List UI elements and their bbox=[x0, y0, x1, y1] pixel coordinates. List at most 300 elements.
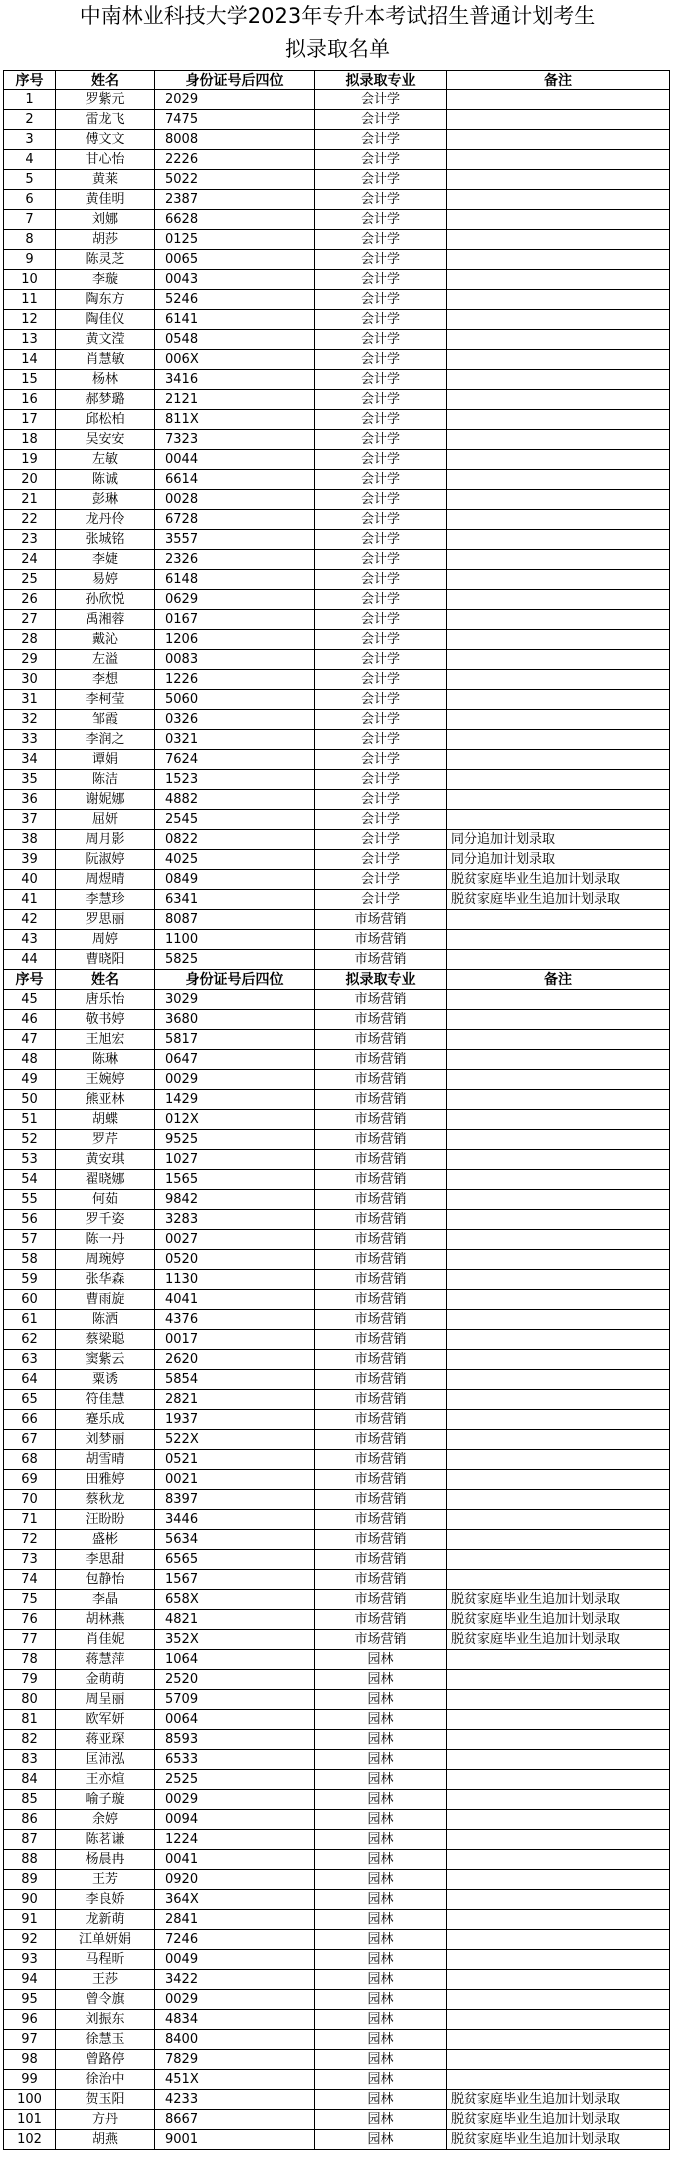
cell-row-number: 67 bbox=[3, 1430, 56, 1450]
cell-id-last-four: 0027 bbox=[155, 1230, 315, 1250]
table-row bbox=[3, 1250, 670, 1270]
cell-remark bbox=[447, 2030, 670, 2050]
cell-remark: 同分追加计划录取 bbox=[447, 850, 670, 870]
table-row bbox=[3, 1690, 670, 1710]
cell-student-name: 蹇乐成 bbox=[56, 1410, 155, 1430]
cell-student-name: 黄莱 bbox=[56, 170, 155, 190]
cell-row-number: 58 bbox=[3, 1250, 56, 1270]
table-row bbox=[3, 330, 670, 350]
cell-row-number: 91 bbox=[3, 1910, 56, 1930]
cell-id-last-four: 352X bbox=[155, 1630, 315, 1650]
table-row bbox=[3, 210, 670, 230]
cell-major: 园林 bbox=[315, 1830, 447, 1850]
cell-student-name: 蒋亚琛 bbox=[56, 1730, 155, 1750]
table-header-row bbox=[3, 970, 670, 990]
cell-student-name: 粟诱 bbox=[56, 1370, 155, 1390]
cell-major: 市场营销 bbox=[315, 1290, 447, 1310]
cell-row-number: 39 bbox=[3, 850, 56, 870]
cell-row-number: 11 bbox=[3, 290, 56, 310]
cell-major: 园林 bbox=[315, 2090, 447, 2110]
cell-id-last-four: 0629 bbox=[155, 590, 315, 610]
cell-remark bbox=[447, 1250, 670, 1270]
cell-row-number: 18 bbox=[3, 430, 56, 450]
cell-id-last-four: 1226 bbox=[155, 670, 315, 690]
cell-row-number: 60 bbox=[3, 1290, 56, 1310]
cell-id-last-four: 0028 bbox=[155, 490, 315, 510]
cell-student-name: 阮淑婷 bbox=[56, 850, 155, 870]
cell-remark bbox=[447, 1410, 670, 1430]
cell-remark bbox=[447, 1790, 670, 1810]
cell-student-name: 欧军妍 bbox=[56, 1710, 155, 1730]
cell-major: 市场营销 bbox=[315, 910, 447, 930]
cell-id-last-four: 5060 bbox=[155, 690, 315, 710]
cell-student-name: 徐治中 bbox=[56, 2070, 155, 2090]
table-row bbox=[3, 1950, 670, 1970]
cell-student-name: 张华森 bbox=[56, 1270, 155, 1290]
cell-remark bbox=[447, 1450, 670, 1470]
table-row bbox=[3, 150, 670, 170]
table-row bbox=[3, 1710, 670, 1730]
cell-student-name: 郝梦璐 bbox=[56, 390, 155, 410]
table-row bbox=[3, 510, 670, 530]
table-row bbox=[3, 1670, 670, 1690]
cell-remark: 脱贫家庭毕业生追加计划录取 bbox=[447, 1630, 670, 1650]
cell-student-name: 盛彬 bbox=[56, 1530, 155, 1550]
cell-major: 市场营销 bbox=[315, 1310, 447, 1330]
cell-major: 会计学 bbox=[315, 550, 447, 570]
cell-student-name: 周月影 bbox=[56, 830, 155, 850]
table-row bbox=[3, 910, 670, 930]
cell-remark bbox=[447, 2050, 670, 2070]
cell-major: 会计学 bbox=[315, 810, 447, 830]
cell-id-last-four: 2029 bbox=[155, 90, 315, 110]
cell-major: 市场营销 bbox=[315, 1130, 447, 1150]
cell-id-last-four: 0167 bbox=[155, 610, 315, 630]
cell-major: 市场营销 bbox=[315, 1250, 447, 1270]
cell-remark bbox=[447, 1150, 670, 1170]
cell-id-last-four: 1064 bbox=[155, 1650, 315, 1670]
cell-student-name: 李柯莹 bbox=[56, 690, 155, 710]
cell-row-number: 8 bbox=[3, 230, 56, 250]
table-row bbox=[3, 2110, 670, 2130]
table-row bbox=[3, 430, 670, 450]
table-row bbox=[3, 550, 670, 570]
cell-id-last-four: 5246 bbox=[155, 290, 315, 310]
cell-student-name: 李良娇 bbox=[56, 1890, 155, 1910]
cell-major: 会计学 bbox=[315, 290, 447, 310]
cell-row-number: 38 bbox=[3, 830, 56, 850]
cell-remark bbox=[447, 550, 670, 570]
cell-major: 会计学 bbox=[315, 390, 447, 410]
cell-student-name: 曹晓阳 bbox=[56, 950, 155, 970]
cell-major: 市场营销 bbox=[315, 950, 447, 970]
title-line-1: 中南林业科技大学2023年专升本考试招生普通计划考生 bbox=[79, 4, 596, 28]
cell-row-number: 44 bbox=[3, 950, 56, 970]
cell-major: 会计学 bbox=[315, 250, 447, 270]
table-row bbox=[3, 1030, 670, 1050]
cell-remark bbox=[447, 370, 670, 390]
table-row bbox=[3, 1130, 670, 1150]
cell-id-last-four: 0521 bbox=[155, 1450, 315, 1470]
table-row bbox=[3, 1530, 670, 1550]
cell-remark bbox=[447, 910, 670, 930]
cell-row-number: 48 bbox=[3, 1050, 56, 1070]
cell-remark bbox=[447, 1050, 670, 1070]
table-row bbox=[3, 730, 670, 750]
cell-remark bbox=[447, 650, 670, 670]
cell-row-number: 14 bbox=[3, 350, 56, 370]
cell-remark bbox=[447, 1830, 670, 1850]
cell-remark bbox=[447, 190, 670, 210]
cell-remark bbox=[447, 590, 670, 610]
cell-row-number: 75 bbox=[3, 1590, 56, 1610]
cell-row-number: 88 bbox=[3, 1850, 56, 1870]
cell-remark bbox=[447, 710, 670, 730]
cell-major: 园林 bbox=[315, 1930, 447, 1950]
cell-id-last-four: 5634 bbox=[155, 1530, 315, 1550]
cell-major: 会计学 bbox=[315, 730, 447, 750]
cell-id-last-four: 3283 bbox=[155, 1210, 315, 1230]
cell-remark bbox=[447, 1970, 670, 1990]
cell-student-name: 曾路停 bbox=[56, 2050, 155, 2070]
table-row bbox=[3, 750, 670, 770]
cell-row-number: 36 bbox=[3, 790, 56, 810]
cell-student-name: 罗千姿 bbox=[56, 1210, 155, 1230]
cell-id-last-four: 7624 bbox=[155, 750, 315, 770]
table-row bbox=[3, 90, 670, 110]
cell-row-number: 27 bbox=[3, 610, 56, 630]
cell-id-last-four: 1429 bbox=[155, 1090, 315, 1110]
cell-remark bbox=[447, 1510, 670, 1530]
table-row bbox=[3, 690, 670, 710]
cell-row-number: 62 bbox=[3, 1330, 56, 1350]
cell-major: 会计学 bbox=[315, 690, 447, 710]
cell-row-number: 37 bbox=[3, 810, 56, 830]
cell-remark bbox=[447, 1210, 670, 1230]
table-row bbox=[3, 1190, 670, 1210]
cell-major: 会计学 bbox=[315, 270, 447, 290]
cell-row-number: 66 bbox=[3, 1410, 56, 1430]
cell-remark bbox=[447, 1930, 670, 1950]
cell-row-number: 70 bbox=[3, 1490, 56, 1510]
table-row bbox=[3, 1050, 670, 1070]
cell-remark bbox=[447, 1470, 670, 1490]
cell-row-number: 78 bbox=[3, 1650, 56, 1670]
cell-remark bbox=[447, 1230, 670, 1250]
cell-major: 会计学 bbox=[315, 330, 447, 350]
cell-student-name: 罗紫元 bbox=[56, 90, 155, 110]
cell-id-last-four: 5854 bbox=[155, 1370, 315, 1390]
cell-remark bbox=[447, 570, 670, 590]
cell-major: 市场营销 bbox=[315, 1010, 447, 1030]
cell-row-number: 83 bbox=[3, 1750, 56, 1770]
cell-row-number: 25 bbox=[3, 570, 56, 590]
cell-id-last-four: 0021 bbox=[155, 1470, 315, 1490]
cell-student-name: 李思甜 bbox=[56, 1550, 155, 1570]
cell-student-name: 王婉婷 bbox=[56, 1070, 155, 1090]
cell-id-last-four: 0822 bbox=[155, 830, 315, 850]
cell-major: 会计学 bbox=[315, 530, 447, 550]
table-row bbox=[3, 770, 670, 790]
cell-remark bbox=[447, 1070, 670, 1090]
cell-major: 园林 bbox=[315, 1670, 447, 1690]
cell-row-number: 32 bbox=[3, 710, 56, 730]
cell-id-last-four: 5817 bbox=[155, 1030, 315, 1050]
table-row bbox=[3, 570, 670, 590]
table-row bbox=[3, 370, 670, 390]
table-row bbox=[3, 1070, 670, 1090]
cell-student-name: 罗芹 bbox=[56, 1130, 155, 1150]
cell-student-name: 匡沛泓 bbox=[56, 1750, 155, 1770]
table-row bbox=[3, 1330, 670, 1350]
cell-student-name: 敬书婷 bbox=[56, 1010, 155, 1030]
cell-row-number: 1 bbox=[3, 90, 56, 110]
cell-student-name: 唐乐怡 bbox=[56, 990, 155, 1010]
cell-remark bbox=[447, 1190, 670, 1210]
cell-remark bbox=[447, 670, 670, 690]
cell-id-last-four: 811X bbox=[155, 410, 315, 430]
table-row bbox=[3, 1550, 670, 1570]
cell-id-last-four: 0044 bbox=[155, 450, 315, 470]
cell-major: 会计学 bbox=[315, 410, 447, 430]
cell-student-name: 李晶 bbox=[56, 1590, 155, 1610]
cell-major: 市场营销 bbox=[315, 1210, 447, 1230]
cell-id-last-four: 1937 bbox=[155, 1410, 315, 1430]
cell-student-name: 王旭宏 bbox=[56, 1030, 155, 1050]
cell-major: 市场营销 bbox=[315, 1170, 447, 1190]
cell-id-last-four: 0043 bbox=[155, 270, 315, 290]
table-row bbox=[3, 1430, 670, 1450]
cell-student-name: 陈琳 bbox=[56, 1050, 155, 1070]
cell-row-number: 13 bbox=[3, 330, 56, 350]
cell-row-number: 26 bbox=[3, 590, 56, 610]
cell-major: 市场营销 bbox=[315, 1510, 447, 1530]
cell-student-name: 包静怡 bbox=[56, 1570, 155, 1590]
cell-remark bbox=[447, 110, 670, 130]
cell-row-number: 69 bbox=[3, 1470, 56, 1490]
cell-row-number: 21 bbox=[3, 490, 56, 510]
cell-student-name: 吴安安 bbox=[56, 430, 155, 450]
cell-student-name: 余婷 bbox=[56, 1810, 155, 1830]
cell-student-name: 龙新萌 bbox=[56, 1910, 155, 1930]
cell-remark bbox=[447, 230, 670, 250]
cell-remark bbox=[447, 990, 670, 1010]
cell-id-last-four: 2387 bbox=[155, 190, 315, 210]
cell-id-last-four: 0029 bbox=[155, 1990, 315, 2010]
cell-student-name: 何茹 bbox=[56, 1190, 155, 1210]
column-header-row-number: 序号 bbox=[3, 970, 56, 990]
cell-id-last-four: 7829 bbox=[155, 2050, 315, 2070]
cell-student-name: 李想 bbox=[56, 670, 155, 690]
cell-major: 市场营销 bbox=[315, 1430, 447, 1450]
table-row bbox=[3, 650, 670, 670]
cell-major: 市场营销 bbox=[315, 1030, 447, 1050]
cell-student-name: 龙丹伶 bbox=[56, 510, 155, 530]
cell-remark bbox=[447, 1530, 670, 1550]
cell-student-name: 刘梦丽 bbox=[56, 1430, 155, 1450]
cell-id-last-four: 6614 bbox=[155, 470, 315, 490]
cell-row-number: 72 bbox=[3, 1530, 56, 1550]
cell-id-last-four: 012X bbox=[155, 1110, 315, 1130]
cell-student-name: 曹雨旋 bbox=[56, 1290, 155, 1310]
cell-major: 市场营销 bbox=[315, 1610, 447, 1630]
cell-student-name: 孙欣悦 bbox=[56, 590, 155, 610]
cell-id-last-four: 3029 bbox=[155, 990, 315, 1010]
cell-major: 园林 bbox=[315, 2130, 447, 2150]
cell-student-name: 刘娜 bbox=[56, 210, 155, 230]
table-row bbox=[3, 270, 670, 290]
cell-major: 市场营销 bbox=[315, 1270, 447, 1290]
table-row bbox=[3, 930, 670, 950]
cell-student-name: 傅文文 bbox=[56, 130, 155, 150]
cell-student-name: 彭琳 bbox=[56, 490, 155, 510]
cell-student-name: 窦紫云 bbox=[56, 1350, 155, 1370]
cell-major: 市场营销 bbox=[315, 990, 447, 1010]
table-row bbox=[3, 950, 670, 970]
cell-row-number: 46 bbox=[3, 1010, 56, 1030]
cell-student-name: 胡莎 bbox=[56, 230, 155, 250]
cell-major: 园林 bbox=[315, 1850, 447, 1870]
table-row bbox=[3, 1750, 670, 1770]
cell-remark bbox=[447, 1330, 670, 1350]
cell-remark: 脱贫家庭毕业生追加计划录取 bbox=[447, 2090, 670, 2110]
cell-id-last-four: 6148 bbox=[155, 570, 315, 590]
cell-student-name: 杨林 bbox=[56, 370, 155, 390]
cell-id-last-four: 2121 bbox=[155, 390, 315, 410]
cell-row-number: 40 bbox=[3, 870, 56, 890]
cell-student-name: 周煜晴 bbox=[56, 870, 155, 890]
cell-row-number: 16 bbox=[3, 390, 56, 410]
cell-remark bbox=[447, 1390, 670, 1410]
cell-student-name: 胡蝶 bbox=[56, 1110, 155, 1130]
cell-major: 会计学 bbox=[315, 830, 447, 850]
cell-major: 会计学 bbox=[315, 710, 447, 730]
cell-row-number: 50 bbox=[3, 1090, 56, 1110]
cell-major: 会计学 bbox=[315, 770, 447, 790]
cell-remark bbox=[447, 690, 670, 710]
table-header-row bbox=[3, 70, 670, 90]
cell-major: 园林 bbox=[315, 1870, 447, 1890]
cell-student-name: 周呈丽 bbox=[56, 1690, 155, 1710]
cell-student-name: 蒋慧萍 bbox=[56, 1650, 155, 1670]
cell-row-number: 86 bbox=[3, 1810, 56, 1830]
table-row bbox=[3, 1450, 670, 1470]
cell-row-number: 55 bbox=[3, 1190, 56, 1210]
cell-major: 市场营销 bbox=[315, 1190, 447, 1210]
table-row bbox=[3, 350, 670, 370]
cell-row-number: 64 bbox=[3, 1370, 56, 1390]
cell-major: 市场营销 bbox=[315, 1450, 447, 1470]
table-row bbox=[3, 670, 670, 690]
cell-major: 市场营销 bbox=[315, 1230, 447, 1250]
cell-id-last-four: 6141 bbox=[155, 310, 315, 330]
cell-row-number: 47 bbox=[3, 1030, 56, 1050]
cell-student-name: 李慧珍 bbox=[56, 890, 155, 910]
cell-remark bbox=[447, 2010, 670, 2030]
cell-id-last-four: 6533 bbox=[155, 1750, 315, 1770]
cell-student-name: 贺玉阳 bbox=[56, 2090, 155, 2110]
cell-row-number: 20 bbox=[3, 470, 56, 490]
cell-student-name: 陶东方 bbox=[56, 290, 155, 310]
cell-major: 会计学 bbox=[315, 850, 447, 870]
cell-major: 市场营销 bbox=[315, 930, 447, 950]
cell-major: 园林 bbox=[315, 2010, 447, 2030]
cell-row-number: 51 bbox=[3, 1110, 56, 1130]
cell-row-number: 17 bbox=[3, 410, 56, 430]
cell-major: 园林 bbox=[315, 1990, 447, 2010]
cell-row-number: 12 bbox=[3, 310, 56, 330]
cell-row-number: 19 bbox=[3, 450, 56, 470]
cell-row-number: 61 bbox=[3, 1310, 56, 1330]
title-line-2: 拟录取名单 bbox=[285, 37, 390, 61]
table-row bbox=[3, 1570, 670, 1590]
table-row bbox=[3, 1010, 670, 1030]
column-header-id-last-four: 身份证号后四位 bbox=[155, 970, 315, 990]
cell-row-number: 80 bbox=[3, 1690, 56, 1710]
cell-major: 会计学 bbox=[315, 190, 447, 210]
cell-remark bbox=[447, 1290, 670, 1310]
table-row bbox=[3, 1830, 670, 1850]
cell-student-name: 陈一丹 bbox=[56, 1230, 155, 1250]
cell-id-last-four: 7323 bbox=[155, 430, 315, 450]
cell-id-last-four: 0041 bbox=[155, 1850, 315, 1870]
cell-remark bbox=[447, 1430, 670, 1450]
table-row bbox=[3, 450, 670, 470]
cell-student-name: 王亦煊 bbox=[56, 1770, 155, 1790]
cell-remark bbox=[447, 1750, 670, 1770]
table-row bbox=[3, 110, 670, 130]
cell-remark bbox=[447, 930, 670, 950]
cell-id-last-four: 8400 bbox=[155, 2030, 315, 2050]
cell-major: 市场营销 bbox=[315, 1150, 447, 1170]
cell-major: 市场营销 bbox=[315, 1590, 447, 1610]
table-row bbox=[3, 850, 670, 870]
cell-id-last-four: 4376 bbox=[155, 1310, 315, 1330]
cell-id-last-four: 4882 bbox=[155, 790, 315, 810]
cell-id-last-four: 6341 bbox=[155, 890, 315, 910]
cell-row-number: 4 bbox=[3, 150, 56, 170]
table-row bbox=[3, 630, 670, 650]
cell-row-number: 2 bbox=[3, 110, 56, 130]
table-row bbox=[3, 470, 670, 490]
cell-remark bbox=[447, 1310, 670, 1330]
table-row bbox=[3, 830, 670, 850]
cell-row-number: 5 bbox=[3, 170, 56, 190]
table-row bbox=[3, 1510, 670, 1530]
cell-row-number: 59 bbox=[3, 1270, 56, 1290]
cell-row-number: 79 bbox=[3, 1670, 56, 1690]
cell-id-last-four: 006X bbox=[155, 350, 315, 370]
table-row bbox=[3, 170, 670, 190]
cell-remark bbox=[447, 1490, 670, 1510]
table-row bbox=[3, 390, 670, 410]
cell-major: 会计学 bbox=[315, 310, 447, 330]
table-row bbox=[3, 1930, 670, 1950]
table-row bbox=[3, 870, 670, 890]
cell-id-last-four: 9001 bbox=[155, 2130, 315, 2150]
cell-major: 会计学 bbox=[315, 90, 447, 110]
cell-id-last-four: 7246 bbox=[155, 1930, 315, 1950]
cell-id-last-four: 0321 bbox=[155, 730, 315, 750]
cell-remark: 脱贫家庭毕业生追加计划录取 bbox=[447, 1590, 670, 1610]
cell-student-name: 陈诚 bbox=[56, 470, 155, 490]
cell-row-number: 31 bbox=[3, 690, 56, 710]
cell-student-name: 李璇 bbox=[56, 270, 155, 290]
table-row bbox=[3, 1370, 670, 1390]
cell-remark bbox=[447, 750, 670, 770]
cell-student-name: 周琬婷 bbox=[56, 1250, 155, 1270]
cell-id-last-four: 0647 bbox=[155, 1050, 315, 1070]
